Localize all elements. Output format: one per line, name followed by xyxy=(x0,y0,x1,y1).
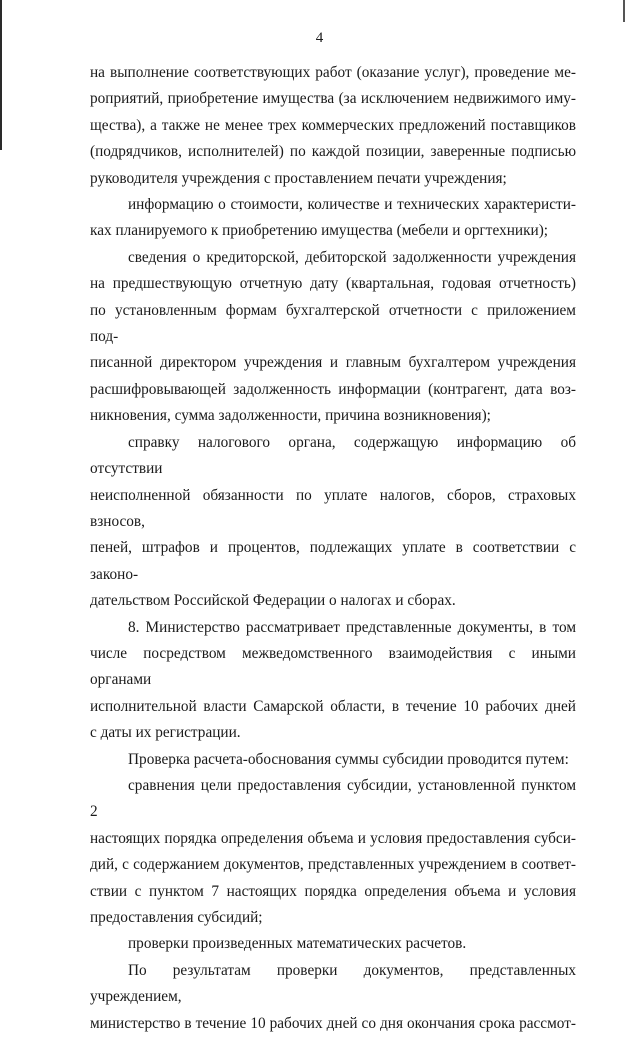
text-line: никновения, сумма задолженности, причина возникновения); xyxy=(90,407,491,425)
scan-corner-mark xyxy=(623,0,625,22)
text-line: расшифровывающей задолженность информации (контрагент, дата воз- xyxy=(90,380,576,398)
text-line: По результатам проверки документов, представленных учреждением, xyxy=(90,961,576,1006)
text-line: щества), а также не менее трех коммерческих предложений поставщиков xyxy=(90,116,576,134)
text-line: справку налогового органа, содержащую информацию об отсутствии xyxy=(90,433,576,478)
text-line: роприятий, приобретение имущества (за исключением недвижимого иму- xyxy=(90,90,576,108)
text-line: (подрядчиков, исполнителей) по каждой позиции, заверенные подписью xyxy=(90,143,576,161)
text-line: на выполнение соответствующих работ (оказание услуг), проведение ме- xyxy=(90,64,576,81)
text-line: числе посредством межведомственного взаимодействия с иными органами xyxy=(90,644,576,689)
text-line: пеней, штрафов и процентов, подлежащих уплате в соответствии с законо- xyxy=(90,539,576,583)
text-line: по установленным формам бухгалтерской отчетности с приложением под- xyxy=(90,301,576,346)
text-line: 8. Министерство рассматривает представленные документы, в том xyxy=(128,618,576,636)
text-line: информацию о стоимости, количестве и технических характеристи- xyxy=(128,196,576,214)
page-number: 4 xyxy=(315,30,324,46)
text-line: предоставления субсидий; xyxy=(90,909,263,926)
text-line: неисполненной обязанности по уплате налогов, сборов, страховых взносов, xyxy=(90,486,576,530)
text-line: проверки произведенных математических расчетов. xyxy=(128,935,467,953)
text-line: настоящих порядка определения объема и условия предоставления субси- xyxy=(90,829,576,847)
text-line: на предшествующую отчетную дату (квартальная, годовая отчетность) xyxy=(90,275,576,293)
text-line: Проверка расчета-обоснования суммы субсидии проводится путем: xyxy=(128,750,569,768)
text-line: дий, с содержанием документов, представленных учреждением в соответ- xyxy=(90,856,576,874)
text-line: писанной директором учреждения и главным бухгалтером учреждения xyxy=(90,354,576,372)
text-line: ках планируемого к приобретению имущества (мебели и оргтехники); xyxy=(90,222,549,240)
text-line: министерство в течение 10 рабочих дней со дня окончания срока рассмот- xyxy=(90,1014,576,1032)
text-line: руководителя учреждения с проставлением печати учреждения; xyxy=(90,169,507,187)
text-line: исполнительной власти Самарской области, в течение 10 рабочих дней xyxy=(90,697,576,715)
text-line: с даты их регистрации. xyxy=(90,724,241,742)
scan-edge-mark xyxy=(0,0,2,150)
text-line: сведения о кредиторской, дебиторской задолженности учреждения xyxy=(128,248,576,266)
text-line: сравнения цели предоставления субсидии, установленной пунктом 2 xyxy=(90,776,576,821)
text-line: ствии с пунктом 7 настоящих порядка определения объема и условия xyxy=(90,882,576,900)
text-line: дательством Российской Федерации о налогах и сборах. xyxy=(90,592,456,610)
document-body xyxy=(90,60,576,1037)
